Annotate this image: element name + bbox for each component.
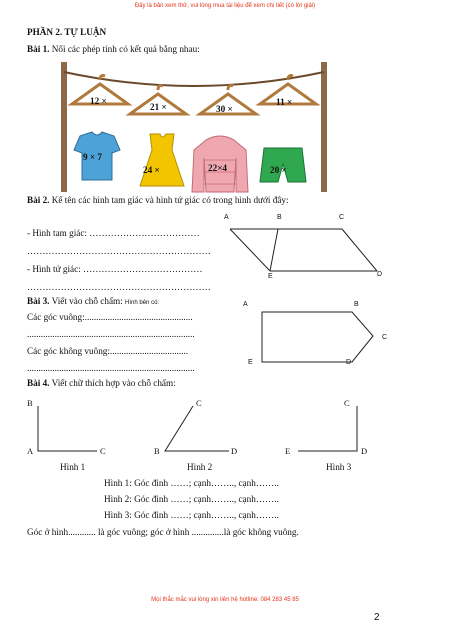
bai3-point-e: E <box>248 359 253 366</box>
hanger-2-label: 21 × <box>150 102 167 112</box>
bai3-point-b: B <box>354 301 359 308</box>
fig2-caption: Hình 2 <box>187 462 213 472</box>
fig2-top: C <box>196 398 202 408</box>
fig2-right: D <box>231 446 238 456</box>
hotline-banner: Mọi thắc mắc vui lòng xin liên hệ hotline: 084 283 45 85 <box>151 597 299 603</box>
bai4-heading <box>27 378 176 388</box>
bai4-figures <box>38 406 357 451</box>
bai2-point-b: B <box>277 214 282 221</box>
bai2-label: Bài 2. <box>27 195 50 205</box>
bai4-answer-2[interactable]: Hình 2: Góc đỉnh ……; cạnh…….., cạnh…….. <box>104 494 279 504</box>
bai3-point-c: C <box>382 334 388 341</box>
fig1-left: A <box>27 446 34 456</box>
bai1-label: Bài 1. <box>27 44 50 54</box>
bai2-line-1[interactable]: - Hình tam giác: ……………………………… <box>27 228 200 238</box>
bai3-line-1[interactable]: Các góc vuông:............................................... <box>27 312 193 322</box>
right-pole <box>321 62 327 192</box>
bai4-conclusion[interactable]: Góc ở hình............ là góc vuông; góc ở hình ..............là góc không vuông. <box>27 527 299 537</box>
page-number: 2 <box>374 612 380 623</box>
bai3-point-d: D <box>346 359 352 366</box>
fig3-top: C <box>344 398 350 408</box>
bai3-heading <box>27 296 159 306</box>
section-title: PHẦN 2. TỰ LUẬN <box>27 27 107 37</box>
bai2-point-c: C <box>339 214 345 221</box>
bai2-point-e: E <box>268 273 273 280</box>
fig1-top: B <box>27 398 33 408</box>
bai2-line-3[interactable]: - Hình tứ giác: ………………………………… <box>27 264 203 274</box>
hanger-3-label: 30 × <box>216 104 233 114</box>
bai1-text: Nối các phép tính có kết quả bằng nhau: <box>51 44 200 54</box>
bai4-label: Bài 4. <box>27 378 50 388</box>
bai3-text: Viết vào chỗ chấm: <box>51 296 123 306</box>
bai2-heading <box>27 195 289 205</box>
bai4-answer-1[interactable]: Hình 1: Góc đỉnh ……; cạnh…….., cạnh…….. <box>104 478 279 488</box>
fig2-left: B <box>154 446 160 456</box>
left-pole <box>61 62 67 192</box>
bai4-answer-3[interactable]: Hình 3: Góc đỉnh ……; cạnh…….., cạnh…….. <box>104 510 279 520</box>
tshirt-label: 9 × 7 <box>83 152 103 162</box>
fig3-caption: Hình 3 <box>326 462 352 472</box>
bai2-line-2[interactable]: …………………………………………………… <box>27 246 211 256</box>
bai3-line-2[interactable]: ......................................................................... <box>27 329 195 339</box>
bai3-label: Bài 3. <box>27 296 50 306</box>
hanger-4-label: 11 × <box>276 97 293 107</box>
dress-label: 24 × <box>143 165 160 175</box>
bai3-hint: Hình bên có: <box>125 300 160 306</box>
bai2-figure <box>230 229 377 271</box>
bai3-figure <box>262 312 373 362</box>
fig1-caption: Hình 1 <box>60 462 86 472</box>
preview-banner: Đây là bản xem thử, vui lòng mua tài liệu để xem chi tiết (có lời giải) <box>134 3 316 9</box>
bai3-line-4[interactable]: ......................................................................... <box>27 363 195 373</box>
shorts-label: 20 × <box>270 165 287 175</box>
bai2-point-d: D <box>377 271 383 278</box>
bai2-point-a: A <box>224 214 229 221</box>
bai3-point-a: A <box>243 301 248 308</box>
jacket-label: 22×4 <box>208 163 228 173</box>
hanger-1-label: 12 × <box>90 96 107 106</box>
fig3-left: E <box>285 446 291 456</box>
fig1-right: C <box>100 446 106 456</box>
fig3-right: D <box>361 446 368 456</box>
bai2-line-4[interactable]: …………………………………………………… <box>27 282 211 292</box>
dress-shape <box>140 134 184 186</box>
bai3-line-3[interactable]: Các góc không vuông:.................................. <box>27 346 189 356</box>
bai4-text: Viết chữ thích hợp vào chỗ chấm: <box>51 378 176 388</box>
bai2-text: Kể tên các hình tam giác và hình tứ giác có trong hình dưới đây: <box>51 195 289 205</box>
